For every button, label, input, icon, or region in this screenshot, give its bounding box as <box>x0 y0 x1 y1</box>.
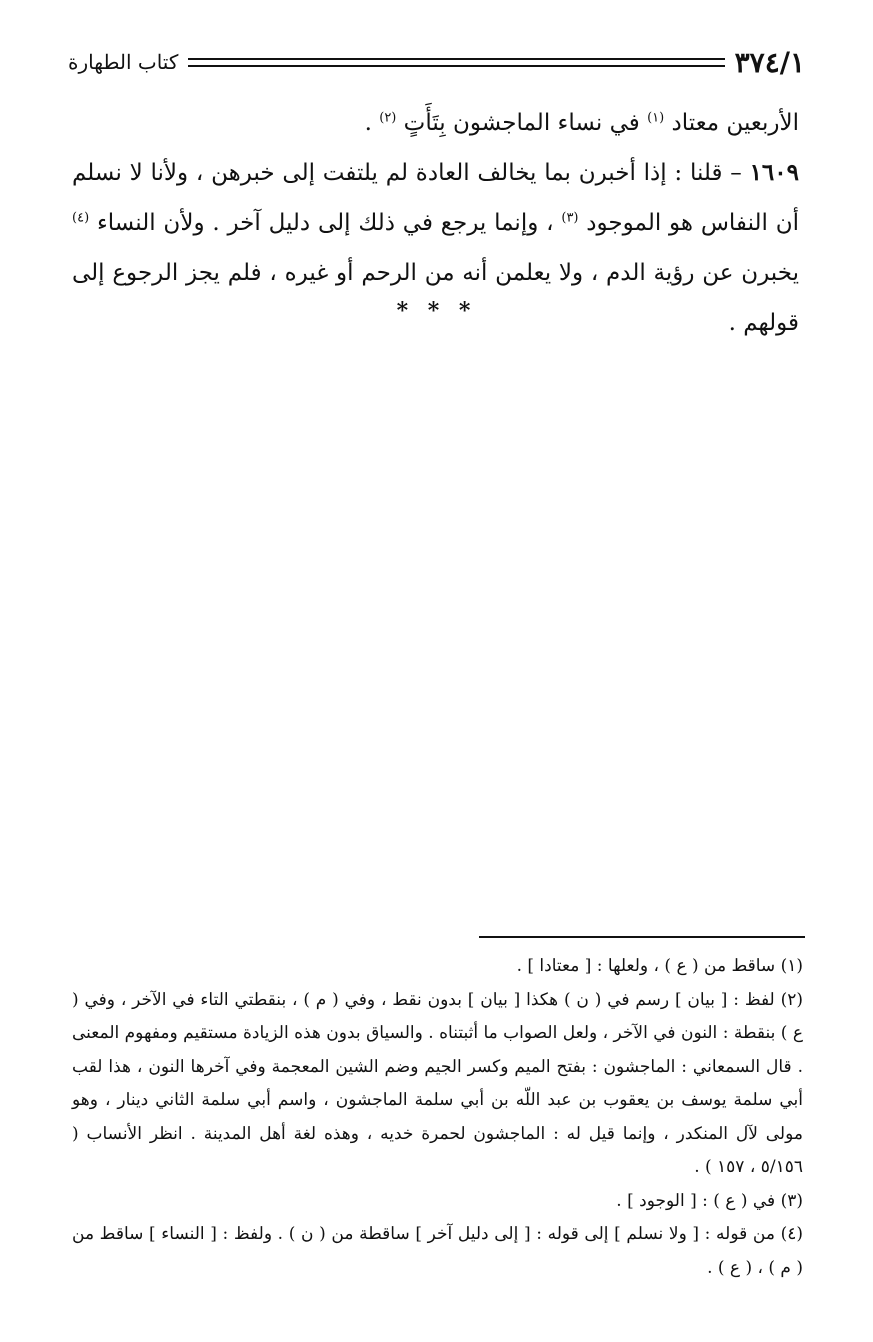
footnote-3: (٣) في ( ع ) : [ الوجود ] . <box>616 1190 803 1211</box>
text-segment: في نساء الماجشون بِتَأَتٍ <box>396 110 648 136</box>
text-segment: ، وإنما يرجع في ذلك إلى دليل آخر . ولأن النساء <box>89 210 562 236</box>
text-segment: . <box>364 110 380 136</box>
footnote-4: (٤) من قوله : [ ولا نسلم ] إلى قوله : [ إلى دليل آخر ] ساقطة من ( ن ) . ولفظ : [ النساء ] ساقط من ( م ) ، ( ع ) . <box>72 1224 803 1278</box>
paragraph-number: ١٦٠٩ <box>749 159 799 186</box>
footnotes <box>72 950 803 1285</box>
text-segment: يخبرن عن رؤية الدم ، ولا يعلمن أنه من الرحم أو غيره ، فلم يجز الرجوع إلى قولهم . <box>72 260 799 336</box>
footnote-ref-3: (٣) <box>561 210 579 226</box>
footnote-ref-1: (١) <box>647 110 665 126</box>
header-double-rule <box>188 58 724 67</box>
footnote-2: (٢) لفظ : [ بيان ] رسم في ( ن ) هكذا [ بيان ] بدون نقط ، وفي ( م ) ، بنقطتي التاء في الآخر ، وفي ( ع ) بنقطة : النون في الآخر ، ولعل الصواب ما أثبتناه . والسياق بدون هذه الزيادة مستقيم ومفهوم المعنى . قال السمعاني : الماجشون : بفتح الميم وكسر الجيم وضم الشين المعجمة وفي آخرها النون ، هذا لقب أبي سلمة يوسف بن يعقوب بن عبد اللّه بن أبي سلمة الماجشون ، واسم أبي سلمة الثاني دينار ، وهو مولى لآل المنكدر ، وإنما قيل له : الماجشون لحمرة خديه ، وهذه لغة أهل المدينة . انظر الأنساب ( ٥/١٥٦ ، ١٥٧ ) . <box>72 989 803 1177</box>
page-header <box>68 46 805 78</box>
footnote-rule <box>479 936 805 938</box>
text-segment: الأربعين معتاد <box>664 110 799 136</box>
footnote-ref-4: (٤) <box>72 210 90 226</box>
section-separator: * * * <box>396 298 477 324</box>
footnote-ref-2: (٢) <box>379 110 397 126</box>
book-title: كتاب الطهارة <box>68 50 179 74</box>
footnote-1: (١) ساقط من ( ع ) ، ولعلها : [ معتادا ] . <box>516 956 803 976</box>
text-line-continuation <box>72 98 799 148</box>
text-segment: – قلنا : إذا أخبرن بما يخالف العادة لم يلتفت إلى خبرهن ، ولأنا لا نسلم أن النفاس هو الموجود <box>72 160 799 236</box>
page-number: ٣٧٤/١ <box>734 45 805 79</box>
